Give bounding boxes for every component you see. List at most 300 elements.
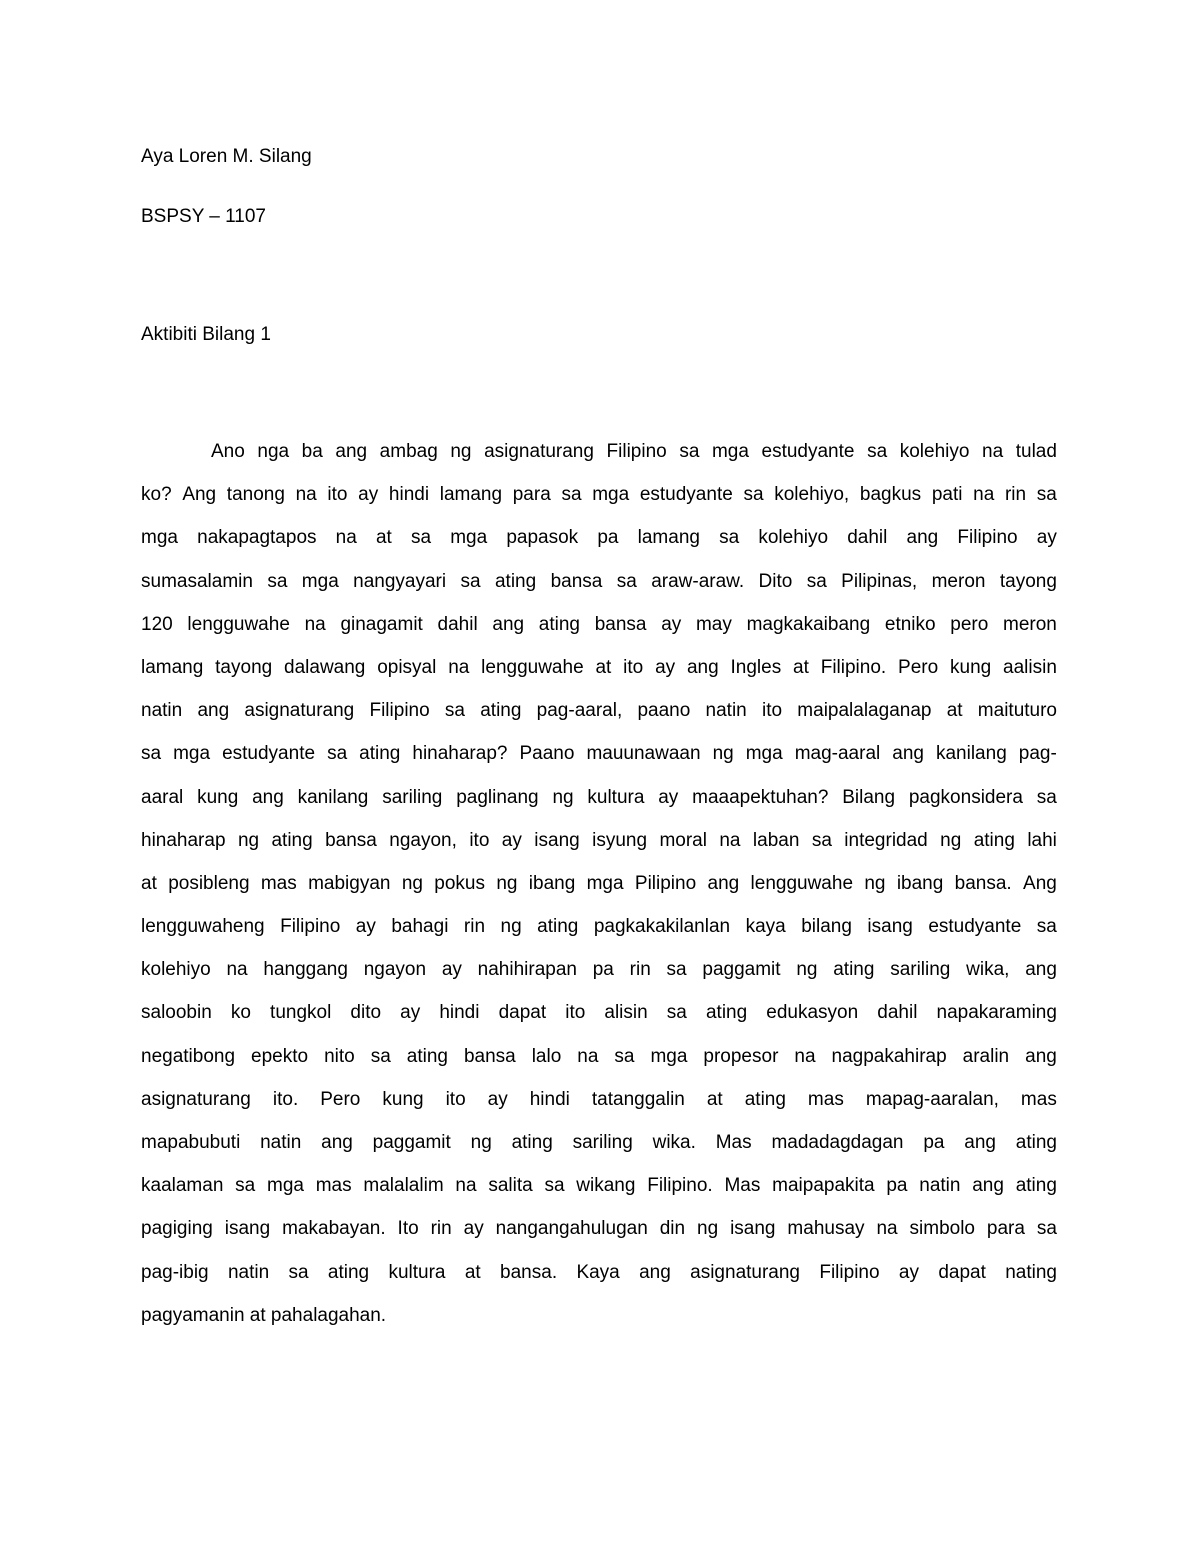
word: mga (141, 527, 178, 549)
word: wika. (652, 1132, 696, 1153)
word: dahil (877, 1002, 918, 1024)
word: Pero (898, 656, 939, 678)
word: ay (661, 613, 682, 635)
word: bansa (550, 570, 603, 592)
word: mga (650, 1045, 688, 1067)
word: Ingles (730, 656, 782, 678)
word: bansa. (500, 1261, 558, 1283)
word: aaral (141, 786, 184, 808)
word: kung (197, 786, 239, 808)
word: ng (237, 829, 260, 851)
word: propesor (703, 1045, 779, 1067)
word: sa (267, 570, 288, 592)
word: opisyal (377, 656, 437, 678)
word: sa (444, 700, 465, 722)
word: ating (406, 1045, 448, 1067)
word: ating (271, 829, 313, 851)
word: dapat (938, 1261, 986, 1283)
paragraph-line (141, 912, 1057, 955)
word: lamang (637, 527, 700, 549)
word: tayong (215, 656, 273, 678)
word: ng (470, 1132, 492, 1153)
word: tayong (999, 570, 1057, 592)
word: at (141, 872, 157, 894)
word: sa (1036, 1218, 1057, 1240)
word: ko (230, 1002, 251, 1024)
paragraph-line (141, 1214, 1057, 1257)
word: etniko (884, 613, 936, 635)
word: ang (1025, 959, 1057, 981)
word: pero (950, 613, 989, 635)
word: na (295, 484, 317, 506)
word: ginagamit (340, 613, 423, 635)
word: ang (197, 700, 230, 722)
word: sa (616, 570, 637, 592)
word: ito (469, 829, 490, 851)
word: nahihirapan (477, 959, 577, 981)
word: maipapakita (772, 1175, 875, 1197)
word: mga (586, 872, 624, 894)
word: Filipino (957, 527, 1018, 549)
word: ngayon (363, 959, 427, 981)
word: ito (761, 700, 783, 722)
word: lahi (1027, 829, 1057, 851)
word: mga (301, 570, 339, 592)
word: makabayan. (282, 1218, 386, 1240)
word: ngayon, (389, 829, 457, 851)
word: pag-aaral, (536, 700, 623, 722)
word: hinaharap? (412, 743, 508, 765)
word: integridad (844, 829, 928, 851)
word: sa (1036, 786, 1057, 808)
word: negatibong (141, 1045, 236, 1067)
word: ay (358, 484, 379, 506)
word: dahil (437, 613, 478, 635)
word: paggamit (702, 959, 781, 981)
word: estudyante (761, 441, 855, 462)
paragraph-line (141, 1085, 1057, 1128)
word: ating (1015, 1132, 1057, 1153)
word: mapabubuti (141, 1132, 241, 1153)
word: Bilang (842, 786, 896, 808)
word: din (659, 1218, 686, 1240)
paragraph-line (141, 480, 1057, 523)
word: laban (752, 829, 800, 851)
word: na (876, 1218, 898, 1240)
word: hanggang (263, 959, 348, 981)
word: sa (410, 527, 432, 549)
word: pagkakakilanlan (593, 916, 731, 938)
word: sariling (572, 1132, 633, 1153)
word: at (375, 527, 392, 549)
word: Filipino (819, 1261, 880, 1283)
word: rin (1004, 484, 1027, 506)
word: moral (659, 829, 707, 851)
word: asignaturang (244, 700, 355, 722)
word: kolehiyo (758, 527, 829, 549)
paragraph-line (141, 610, 1057, 653)
word: isang (534, 829, 580, 851)
word: ang (492, 613, 525, 635)
word: nangyayari (353, 570, 447, 592)
word: pagiging (141, 1218, 213, 1240)
word: dito (350, 1002, 382, 1024)
word: Kaya (576, 1261, 620, 1283)
word: wikang (576, 1175, 636, 1197)
word: ambag (379, 441, 438, 462)
word: Mas (715, 1132, 752, 1153)
paragraph-line (141, 955, 1057, 998)
word: ating (1015, 1175, 1057, 1197)
word: ating (705, 1002, 748, 1024)
word: hindi (439, 1002, 480, 1024)
paragraph-line (141, 739, 1057, 782)
paragraph-line (141, 826, 1057, 869)
word: ay (441, 959, 462, 981)
word: rin (463, 916, 486, 938)
word: ito (565, 1002, 586, 1024)
word: at (595, 656, 612, 678)
word: ay (501, 829, 522, 851)
word: hindi (388, 484, 430, 506)
word: sa (1036, 484, 1057, 506)
word: sa (288, 1261, 309, 1283)
word: ba (301, 441, 323, 462)
word: estudyante (928, 916, 1022, 938)
word: pa (592, 959, 614, 981)
paragraph-line (141, 567, 1057, 610)
word: kolehiyo (141, 959, 211, 981)
word: bansa (594, 613, 647, 635)
word: Pero (320, 1088, 361, 1110)
word: mapag-aaralan, (865, 1088, 999, 1110)
word: sa (867, 441, 888, 462)
word: napakaraming (936, 1002, 1057, 1024)
word: kanilang (935, 743, 1007, 765)
word: asignaturang (690, 1261, 801, 1283)
word: salita (488, 1175, 533, 1197)
word: kolehiyo (899, 441, 970, 462)
word: pag-ibig (141, 1261, 209, 1283)
word: ating (511, 1132, 553, 1153)
word: simbolo (909, 1218, 975, 1240)
word: ang (906, 527, 939, 549)
activity-title: Aktibiti Bilang 1 (141, 324, 271, 345)
word: isang (867, 916, 913, 938)
word: na (719, 829, 741, 851)
word: Ito (397, 1218, 419, 1240)
word: sa (743, 484, 764, 506)
word: sa (719, 527, 740, 549)
word: ang (639, 1261, 671, 1283)
paragraph-line (141, 437, 1057, 480)
word: ng (712, 743, 734, 765)
word: para (986, 1218, 1025, 1240)
word: para (512, 484, 551, 506)
word: ating (359, 743, 401, 765)
word: sa (544, 1175, 565, 1197)
word: Pilipino (634, 872, 697, 894)
word: ay (898, 1261, 919, 1283)
word: sa (141, 743, 162, 765)
word: ay (487, 1088, 508, 1110)
word: maituturo (977, 700, 1057, 722)
word: malalalim (363, 1175, 444, 1197)
paragraph-line (141, 1301, 1057, 1344)
word: pokus (434, 872, 485, 894)
essay-paragraph (141, 437, 1057, 1344)
word: edukasyon (766, 1002, 859, 1024)
paragraph-line (141, 783, 1057, 826)
word: paano (637, 700, 691, 722)
word: ating (833, 959, 875, 981)
word: Ano (211, 441, 245, 462)
word: mas (315, 1175, 352, 1197)
word: ng (450, 441, 472, 462)
word: kultura (388, 1261, 446, 1283)
word: tulad (1015, 441, 1057, 462)
word: ay (400, 1002, 421, 1024)
word: ating (327, 1261, 370, 1283)
word: Filipino (369, 700, 430, 722)
word: mabigyan (308, 872, 391, 894)
word: maipalalaganap (797, 700, 932, 722)
word: bilang (801, 916, 852, 938)
word: mga (745, 743, 783, 765)
word: Ang (182, 484, 217, 506)
word: kung (950, 656, 992, 678)
word: sa (561, 484, 582, 506)
word: ay (463, 1218, 484, 1240)
word: lengguwahe (750, 872, 854, 894)
word: magkakaibang (746, 613, 871, 635)
word: at (706, 1088, 723, 1110)
word: ng (500, 916, 522, 938)
word: ang (964, 1132, 996, 1153)
word: at (793, 656, 809, 678)
word: tanong (226, 484, 285, 506)
word: alisin (604, 1002, 648, 1024)
word: na (794, 1045, 816, 1067)
word: na (455, 1175, 477, 1197)
word: ng (864, 872, 886, 894)
word: madadagdagan (771, 1132, 904, 1153)
word: ng (401, 872, 423, 894)
word: ay (355, 916, 376, 938)
word: rin (430, 1218, 452, 1240)
word: ang (707, 872, 740, 894)
word: mga (450, 527, 488, 549)
word: nagpakahirap (831, 1045, 947, 1067)
word: na (982, 441, 1004, 462)
word: dahil (847, 527, 888, 549)
word: Filipino. (820, 656, 887, 678)
word: sa (370, 1045, 391, 1067)
word: sa (614, 1045, 635, 1067)
word: pagkonsidera (908, 786, 1023, 808)
word: Filipino (606, 441, 667, 462)
word: kung (382, 1088, 424, 1110)
word: ibang (528, 872, 576, 894)
word: na (448, 656, 470, 678)
word: lamang (439, 484, 503, 506)
word: ang (321, 1132, 353, 1153)
word: nating (1005, 1261, 1057, 1283)
word: pa (597, 527, 619, 549)
word: Filipino. (647, 1175, 713, 1197)
word: wika, (966, 959, 1010, 981)
word: saloobin (141, 1002, 212, 1024)
word: dalawang (284, 656, 366, 678)
word: isang (730, 1218, 776, 1240)
word: ko? (141, 484, 172, 506)
word: Pilipinas, (841, 570, 918, 592)
word: ang (972, 1175, 1004, 1197)
word: na (226, 959, 248, 981)
word: ating (538, 613, 580, 635)
word: ay (1036, 527, 1057, 549)
word: lengguwahe (187, 613, 290, 635)
word: lengguwaheng (141, 916, 265, 938)
word: bagkus (859, 484, 922, 506)
word: na (577, 1045, 599, 1067)
word: mas (807, 1088, 844, 1110)
word: sa (806, 570, 827, 592)
word: mga (592, 484, 630, 506)
author-name: Aya Loren M. Silang (141, 146, 312, 167)
word: Dito (758, 570, 793, 592)
word: pahalagahan. (270, 1304, 387, 1326)
word: hindi (529, 1088, 570, 1110)
word: natin (919, 1175, 961, 1197)
word: estudyante (639, 484, 733, 506)
word: lengguwahe (481, 656, 584, 678)
word: tungkol (270, 1002, 332, 1024)
word: ang (252, 786, 284, 808)
word: posibleng (168, 872, 250, 894)
word: sariling (890, 959, 951, 981)
word: papasok (506, 527, 579, 549)
word: may (695, 613, 732, 635)
word: ito. (272, 1088, 299, 1110)
word: sa (460, 570, 481, 592)
word: ng (552, 786, 574, 808)
word: kultura (587, 786, 645, 808)
word: sariling (382, 786, 443, 808)
word: ang (686, 656, 719, 678)
word: sa (666, 1002, 687, 1024)
word: bansa. (954, 872, 1012, 894)
word: Paano (519, 743, 575, 765)
word: aalisin (1003, 656, 1057, 678)
word: Mas (724, 1175, 761, 1197)
word: ating (744, 1088, 786, 1110)
paragraph-line (141, 998, 1057, 1041)
word: ng (796, 959, 818, 981)
paragraph-line (141, 696, 1057, 739)
word: ating (494, 570, 537, 592)
word: isyung (592, 829, 648, 851)
word: ay (655, 656, 676, 678)
word: ito (623, 656, 644, 678)
word: at (464, 1261, 481, 1283)
word: mga (711, 441, 749, 462)
word: sa (679, 441, 700, 462)
word: maaapektuhan? (692, 786, 829, 808)
word: mahusay (787, 1218, 865, 1240)
paragraph-line (141, 1042, 1057, 1085)
word: natin (705, 700, 747, 722)
word: paglinang (456, 786, 539, 808)
word: mauunawaan (586, 743, 701, 765)
course-section: BSPSY – 1107 (141, 206, 267, 227)
word: Ang (1023, 872, 1057, 894)
word: kaya (745, 916, 786, 938)
word: sa (666, 959, 687, 981)
paragraph-line (141, 869, 1057, 912)
paragraph-line (141, 1258, 1057, 1301)
word: ito (445, 1088, 466, 1110)
word: sa (811, 829, 832, 851)
word: estudyante (222, 743, 316, 765)
word: lalo (531, 1045, 562, 1067)
word: at (946, 700, 963, 722)
word: meron (1003, 613, 1057, 635)
word: pagyamanin (141, 1304, 250, 1326)
word: ang (892, 743, 924, 765)
word: Filipino (280, 916, 341, 938)
word: at (249, 1304, 271, 1326)
word: bansa (325, 829, 377, 851)
word: nangangahulugan (495, 1218, 648, 1240)
word: sa (327, 743, 348, 765)
word: mas (1020, 1088, 1057, 1110)
word: mga (267, 1175, 304, 1197)
word: asignaturang (484, 441, 594, 462)
word: ito (327, 484, 348, 506)
word: sumasalamin (141, 570, 253, 592)
word: mas (260, 872, 297, 894)
word: isang (224, 1218, 271, 1240)
word: tatanggalin (591, 1088, 685, 1110)
word: ating (973, 829, 1015, 851)
word: ng (496, 872, 518, 894)
word: dapat (498, 1002, 547, 1024)
word: paggamit (372, 1132, 451, 1153)
word: ang (335, 441, 368, 462)
word: pag- (1018, 743, 1057, 765)
word: bahagi (391, 916, 449, 938)
word: hinaharap (141, 829, 226, 851)
word: nga (257, 441, 290, 462)
word: lamang (141, 656, 204, 678)
word: natin (141, 700, 183, 722)
word: ang (1025, 1045, 1057, 1067)
word: pa (923, 1132, 945, 1153)
word: araw-araw. (651, 570, 745, 592)
word: ibang (896, 872, 944, 894)
word: nakapagtapos (197, 527, 317, 549)
word: mag-aaral (794, 743, 881, 765)
word: aralin (962, 1045, 1010, 1067)
word: na (973, 484, 995, 506)
word: bansa (463, 1045, 516, 1067)
word: ating (537, 916, 579, 938)
word: mga (173, 743, 211, 765)
word: 120 (141, 613, 173, 635)
word: kolehiyo, (774, 484, 850, 506)
word: ng (697, 1218, 719, 1240)
